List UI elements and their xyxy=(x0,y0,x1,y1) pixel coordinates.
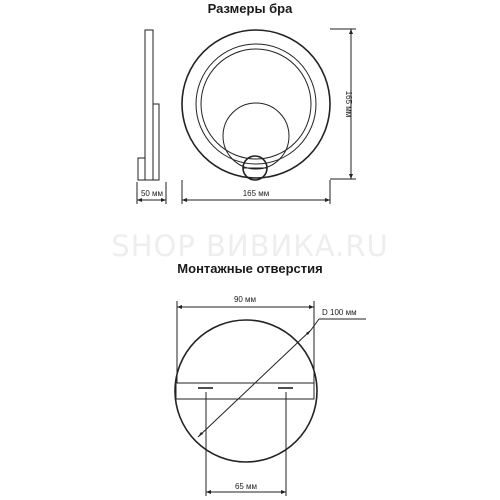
side-view xyxy=(137,30,166,204)
page-title: Размеры бра xyxy=(207,1,293,16)
inner-ring-inner xyxy=(201,49,311,159)
mounting-bar xyxy=(176,383,314,399)
mounting-view xyxy=(175,295,366,496)
front-view xyxy=(182,29,356,204)
watermark: SHOP ВИВИКA.RU xyxy=(111,229,389,263)
side-panel-front xyxy=(153,104,159,180)
bar-width-label: 90 мм xyxy=(233,295,257,304)
diameter-leader xyxy=(311,319,319,330)
front-width-label: 165 мм xyxy=(242,189,270,198)
side-panel-back xyxy=(145,30,153,180)
inner-ring-outer xyxy=(196,44,316,164)
side-base xyxy=(138,158,145,180)
hole-spacing-label: 65 мм xyxy=(234,482,258,491)
side-depth-label: 50 мм xyxy=(140,189,164,198)
section-title-mounting: Монтажные отверстия xyxy=(177,261,323,276)
plate-diameter-label: D 100 мм xyxy=(322,308,357,317)
front-height-label: 165 мм xyxy=(344,90,353,118)
